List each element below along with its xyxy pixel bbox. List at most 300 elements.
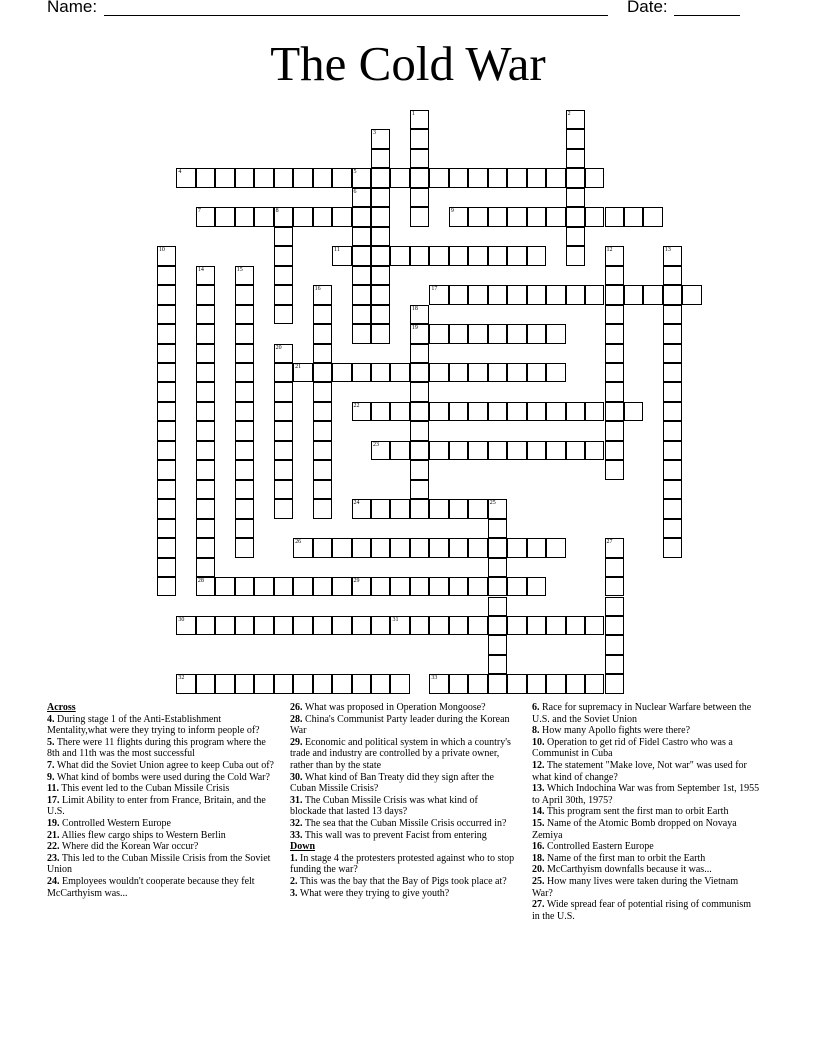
- grid-cell[interactable]: [449, 207, 468, 226]
- grid-cell[interactable]: [235, 168, 254, 187]
- grid-cell[interactable]: [371, 305, 390, 324]
- grid-cell[interactable]: [274, 499, 293, 518]
- grid-cell[interactable]: [410, 188, 429, 207]
- grid-cell[interactable]: [352, 577, 371, 596]
- grid-cell[interactable]: [605, 655, 624, 674]
- grid-cell[interactable]: [488, 441, 507, 460]
- grid-cell[interactable]: [313, 344, 332, 363]
- grid-cell[interactable]: [157, 538, 176, 557]
- grid-cell[interactable]: [546, 616, 565, 635]
- grid-cell[interactable]: [468, 363, 487, 382]
- grid-cell[interactable]: [449, 577, 468, 596]
- grid-cell[interactable]: [274, 421, 293, 440]
- grid-cell[interactable]: [235, 305, 254, 324]
- grid-cell[interactable]: [293, 363, 312, 382]
- grid-cell[interactable]: [468, 207, 487, 226]
- grid-cell[interactable]: [643, 207, 662, 226]
- grid-cell[interactable]: [546, 363, 565, 382]
- grid-cell[interactable]: [585, 616, 604, 635]
- grid-cell[interactable]: [624, 402, 643, 421]
- grid-cell[interactable]: [313, 285, 332, 304]
- grid-cell[interactable]: [196, 285, 215, 304]
- grid-cell[interactable]: [313, 460, 332, 479]
- grid-cell[interactable]: [235, 519, 254, 538]
- grid-cell[interactable]: [196, 558, 215, 577]
- grid-cell[interactable]: [196, 499, 215, 518]
- grid-cell[interactable]: [410, 460, 429, 479]
- grid-cell[interactable]: [196, 538, 215, 557]
- grid-cell[interactable]: [468, 168, 487, 187]
- grid-cell[interactable]: [157, 480, 176, 499]
- grid-cell[interactable]: [488, 635, 507, 654]
- grid-cell[interactable]: [371, 168, 390, 187]
- grid-cell[interactable]: [313, 324, 332, 343]
- grid-cell[interactable]: [157, 246, 176, 265]
- grid-cell[interactable]: [643, 285, 662, 304]
- grid-cell[interactable]: [566, 441, 585, 460]
- grid-cell[interactable]: [527, 285, 546, 304]
- grid-cell[interactable]: [527, 577, 546, 596]
- grid-cell[interactable]: [468, 285, 487, 304]
- grid-cell[interactable]: [488, 597, 507, 616]
- grid-cell[interactable]: [527, 246, 546, 265]
- grid-cell[interactable]: [215, 168, 234, 187]
- grid-cell[interactable]: [663, 538, 682, 557]
- grid-cell[interactable]: [390, 363, 409, 382]
- grid-cell[interactable]: [196, 168, 215, 187]
- grid-cell[interactable]: [605, 246, 624, 265]
- grid-cell[interactable]: [527, 363, 546, 382]
- grid-cell[interactable]: [215, 674, 234, 693]
- grid-cell[interactable]: [566, 110, 585, 129]
- grid-cell[interactable]: [196, 382, 215, 401]
- grid-cell[interactable]: [313, 538, 332, 557]
- grid-cell[interactable]: [313, 305, 332, 324]
- grid-cell[interactable]: [527, 616, 546, 635]
- grid-cell[interactable]: [663, 285, 682, 304]
- grid-cell[interactable]: [449, 538, 468, 557]
- grid-cell[interactable]: [410, 382, 429, 401]
- grid-cell[interactable]: [488, 558, 507, 577]
- grid-cell[interactable]: [157, 266, 176, 285]
- grid-cell[interactable]: [566, 616, 585, 635]
- grid-cell[interactable]: [488, 207, 507, 226]
- grid-cell[interactable]: [235, 382, 254, 401]
- grid-cell[interactable]: [274, 616, 293, 635]
- grid-cell[interactable]: [605, 635, 624, 654]
- grid-cell[interactable]: [488, 402, 507, 421]
- grid-cell[interactable]: [488, 538, 507, 557]
- grid-cell[interactable]: [663, 499, 682, 518]
- grid-cell[interactable]: [371, 577, 390, 596]
- grid-cell[interactable]: [235, 363, 254, 382]
- grid-cell[interactable]: [429, 577, 448, 596]
- grid-cell[interactable]: [449, 363, 468, 382]
- grid-cell[interactable]: [196, 305, 215, 324]
- grid-cell[interactable]: [605, 382, 624, 401]
- grid-cell[interactable]: [663, 266, 682, 285]
- grid-cell[interactable]: [663, 363, 682, 382]
- grid-cell[interactable]: [390, 246, 409, 265]
- grid-cell[interactable]: [449, 402, 468, 421]
- grid-cell[interactable]: [235, 577, 254, 596]
- grid-cell[interactable]: [235, 441, 254, 460]
- grid-cell[interactable]: [468, 577, 487, 596]
- grid-cell[interactable]: [196, 460, 215, 479]
- grid-cell[interactable]: [157, 324, 176, 343]
- grid-cell[interactable]: [371, 616, 390, 635]
- grid-cell[interactable]: [663, 382, 682, 401]
- grid-cell[interactable]: [313, 402, 332, 421]
- grid-cell[interactable]: [196, 421, 215, 440]
- grid-cell[interactable]: [527, 207, 546, 226]
- grid-cell[interactable]: [293, 616, 312, 635]
- grid-cell[interactable]: [157, 382, 176, 401]
- grid-cell[interactable]: [410, 363, 429, 382]
- grid-cell[interactable]: [196, 207, 215, 226]
- grid-cell[interactable]: [235, 421, 254, 440]
- grid-cell[interactable]: [196, 519, 215, 538]
- grid-cell[interactable]: [352, 285, 371, 304]
- grid-cell[interactable]: [254, 674, 273, 693]
- grid-cell[interactable]: [605, 441, 624, 460]
- grid-cell[interactable]: [546, 168, 565, 187]
- grid-cell[interactable]: [410, 616, 429, 635]
- grid-cell[interactable]: [313, 674, 332, 693]
- grid-cell[interactable]: [429, 168, 448, 187]
- grid-cell[interactable]: [605, 285, 624, 304]
- grid-cell[interactable]: [352, 246, 371, 265]
- grid-cell[interactable]: [605, 538, 624, 557]
- grid-cell[interactable]: [390, 577, 409, 596]
- grid-cell[interactable]: [371, 402, 390, 421]
- grid-cell[interactable]: [176, 168, 195, 187]
- grid-cell[interactable]: [235, 538, 254, 557]
- grid-cell[interactable]: [371, 674, 390, 693]
- grid-cell[interactable]: [468, 674, 487, 693]
- grid-cell[interactable]: [410, 305, 429, 324]
- grid-cell[interactable]: [157, 441, 176, 460]
- grid-cell[interactable]: [585, 674, 604, 693]
- grid-cell[interactable]: [527, 324, 546, 343]
- grid-cell[interactable]: [410, 129, 429, 148]
- grid-cell[interactable]: [274, 246, 293, 265]
- grid-cell[interactable]: [410, 168, 429, 187]
- grid-cell[interactable]: [371, 363, 390, 382]
- grid-cell[interactable]: [371, 324, 390, 343]
- grid-cell[interactable]: [274, 460, 293, 479]
- grid-cell[interactable]: [235, 324, 254, 343]
- grid-cell[interactable]: [488, 577, 507, 596]
- grid-cell[interactable]: [527, 168, 546, 187]
- grid-cell[interactable]: [546, 402, 565, 421]
- grid-cell[interactable]: [507, 324, 526, 343]
- grid-cell[interactable]: [546, 207, 565, 226]
- grid-cell[interactable]: [507, 616, 526, 635]
- grid-cell[interactable]: [605, 616, 624, 635]
- grid-cell[interactable]: [429, 246, 448, 265]
- grid-cell[interactable]: [235, 499, 254, 518]
- grid-cell[interactable]: [352, 363, 371, 382]
- grid-cell[interactable]: [566, 168, 585, 187]
- grid-cell[interactable]: [468, 246, 487, 265]
- grid-cell[interactable]: [527, 538, 546, 557]
- grid-cell[interactable]: [352, 324, 371, 343]
- grid-cell[interactable]: [410, 246, 429, 265]
- grid-cell[interactable]: [352, 674, 371, 693]
- grid-cell[interactable]: [507, 674, 526, 693]
- grid-cell[interactable]: [274, 674, 293, 693]
- grid-cell[interactable]: [313, 382, 332, 401]
- grid-cell[interactable]: [605, 577, 624, 596]
- grid-cell[interactable]: [196, 402, 215, 421]
- grid-cell[interactable]: [585, 402, 604, 421]
- grid-cell[interactable]: [157, 460, 176, 479]
- grid-cell[interactable]: [410, 577, 429, 596]
- grid-cell[interactable]: [429, 538, 448, 557]
- grid-cell[interactable]: [274, 285, 293, 304]
- grid-cell[interactable]: [332, 207, 351, 226]
- grid-cell[interactable]: [332, 363, 351, 382]
- grid-cell[interactable]: [585, 285, 604, 304]
- grid-cell[interactable]: [449, 499, 468, 518]
- grid-cell[interactable]: [196, 480, 215, 499]
- grid-cell[interactable]: [429, 674, 448, 693]
- grid-cell[interactable]: [527, 674, 546, 693]
- grid-cell[interactable]: [488, 324, 507, 343]
- grid-cell[interactable]: [215, 207, 234, 226]
- grid-cell[interactable]: [274, 480, 293, 499]
- grid-cell[interactable]: [605, 558, 624, 577]
- grid-cell[interactable]: [176, 674, 195, 693]
- grid-cell[interactable]: [390, 616, 409, 635]
- grid-cell[interactable]: [274, 382, 293, 401]
- grid-cell[interactable]: [235, 460, 254, 479]
- grid-cell[interactable]: [254, 207, 273, 226]
- grid-cell[interactable]: [313, 499, 332, 518]
- grid-cell[interactable]: [371, 538, 390, 557]
- grid-cell[interactable]: [507, 577, 526, 596]
- grid-cell[interactable]: [371, 207, 390, 226]
- grid-cell[interactable]: [313, 480, 332, 499]
- grid-cell[interactable]: [605, 344, 624, 363]
- grid-cell[interactable]: [196, 324, 215, 343]
- grid-cell[interactable]: [488, 246, 507, 265]
- grid-cell[interactable]: [274, 577, 293, 596]
- grid-cell[interactable]: [390, 538, 409, 557]
- grid-cell[interactable]: [371, 441, 390, 460]
- grid-cell[interactable]: [488, 285, 507, 304]
- grid-cell[interactable]: [352, 538, 371, 557]
- grid-cell[interactable]: [332, 246, 351, 265]
- grid-cell[interactable]: [663, 324, 682, 343]
- grid-cell[interactable]: [488, 168, 507, 187]
- grid-cell[interactable]: [390, 168, 409, 187]
- grid-cell[interactable]: [546, 324, 565, 343]
- grid-cell[interactable]: [585, 207, 604, 226]
- grid-cell[interactable]: [235, 207, 254, 226]
- grid-cell[interactable]: [410, 344, 429, 363]
- grid-cell[interactable]: [313, 577, 332, 596]
- grid-cell[interactable]: [235, 266, 254, 285]
- grid-cell[interactable]: [371, 499, 390, 518]
- grid-cell[interactable]: [605, 597, 624, 616]
- grid-cell[interactable]: [449, 674, 468, 693]
- grid-cell[interactable]: [507, 168, 526, 187]
- grid-cell[interactable]: [196, 363, 215, 382]
- grid-cell[interactable]: [566, 149, 585, 168]
- grid-cell[interactable]: [507, 402, 526, 421]
- grid-cell[interactable]: [468, 616, 487, 635]
- grid-cell[interactable]: [663, 402, 682, 421]
- grid-cell[interactable]: [332, 674, 351, 693]
- grid-cell[interactable]: [663, 421, 682, 440]
- grid-cell[interactable]: [254, 616, 273, 635]
- grid-cell[interactable]: [157, 519, 176, 538]
- grid-cell[interactable]: [449, 246, 468, 265]
- grid-cell[interactable]: [507, 441, 526, 460]
- grid-cell[interactable]: [254, 168, 273, 187]
- grid-cell[interactable]: [429, 616, 448, 635]
- grid-cell[interactable]: [585, 441, 604, 460]
- grid-cell[interactable]: [274, 168, 293, 187]
- grid-cell[interactable]: [371, 266, 390, 285]
- grid-cell[interactable]: [566, 674, 585, 693]
- grid-cell[interactable]: [663, 441, 682, 460]
- grid-cell[interactable]: [254, 577, 273, 596]
- grid-cell[interactable]: [566, 227, 585, 246]
- grid-cell[interactable]: [488, 519, 507, 538]
- grid-cell[interactable]: [488, 499, 507, 518]
- grid-cell[interactable]: [332, 577, 351, 596]
- grid-cell[interactable]: [274, 305, 293, 324]
- grid-cell[interactable]: [410, 207, 429, 226]
- grid-cell[interactable]: [371, 246, 390, 265]
- grid-cell[interactable]: [196, 266, 215, 285]
- grid-cell[interactable]: [390, 499, 409, 518]
- grid-cell[interactable]: [235, 674, 254, 693]
- grid-cell[interactable]: [605, 207, 624, 226]
- grid-cell[interactable]: [157, 344, 176, 363]
- grid-cell[interactable]: [274, 363, 293, 382]
- grid-cell[interactable]: [468, 538, 487, 557]
- grid-cell[interactable]: [449, 285, 468, 304]
- grid-cell[interactable]: [157, 305, 176, 324]
- grid-cell[interactable]: [546, 441, 565, 460]
- grid-cell[interactable]: [624, 285, 643, 304]
- grid-cell[interactable]: [663, 344, 682, 363]
- grid-cell[interactable]: [352, 266, 371, 285]
- grid-cell[interactable]: [157, 499, 176, 518]
- grid-cell[interactable]: [663, 460, 682, 479]
- grid-cell[interactable]: [566, 129, 585, 148]
- grid-cell[interactable]: [293, 674, 312, 693]
- grid-cell[interactable]: [507, 207, 526, 226]
- grid-cell[interactable]: [196, 344, 215, 363]
- grid-cell[interactable]: [313, 363, 332, 382]
- grid-cell[interactable]: [410, 402, 429, 421]
- grid-cell[interactable]: [410, 499, 429, 518]
- grid-cell[interactable]: [566, 188, 585, 207]
- grid-cell[interactable]: [371, 285, 390, 304]
- grid-cell[interactable]: [390, 441, 409, 460]
- grid-cell[interactable]: [313, 441, 332, 460]
- grid-cell[interactable]: [235, 616, 254, 635]
- grid-cell[interactable]: [605, 363, 624, 382]
- grid-cell[interactable]: [546, 285, 565, 304]
- grid-cell[interactable]: [468, 441, 487, 460]
- grid-cell[interactable]: [157, 363, 176, 382]
- grid-cell[interactable]: [371, 129, 390, 148]
- grid-cell[interactable]: [468, 402, 487, 421]
- grid-cell[interactable]: [293, 538, 312, 557]
- grid-cell[interactable]: [157, 402, 176, 421]
- grid-cell[interactable]: [605, 421, 624, 440]
- grid-cell[interactable]: [488, 655, 507, 674]
- grid-cell[interactable]: [390, 402, 409, 421]
- grid-cell[interactable]: [468, 499, 487, 518]
- grid-cell[interactable]: [429, 441, 448, 460]
- grid-cell[interactable]: [449, 324, 468, 343]
- grid-cell[interactable]: [566, 402, 585, 421]
- grid-cell[interactable]: [527, 441, 546, 460]
- grid-cell[interactable]: [293, 577, 312, 596]
- grid-cell[interactable]: [371, 149, 390, 168]
- grid-cell[interactable]: [196, 441, 215, 460]
- grid-cell[interactable]: [429, 402, 448, 421]
- grid-cell[interactable]: [663, 480, 682, 499]
- grid-cell[interactable]: [274, 227, 293, 246]
- grid-cell[interactable]: [157, 577, 176, 596]
- grid-cell[interactable]: [663, 519, 682, 538]
- grid-cell[interactable]: [410, 324, 429, 343]
- grid-cell[interactable]: [546, 674, 565, 693]
- grid-cell[interactable]: [605, 305, 624, 324]
- grid-cell[interactable]: [410, 441, 429, 460]
- grid-cell[interactable]: [507, 538, 526, 557]
- grid-cell[interactable]: [157, 558, 176, 577]
- grid-cell[interactable]: [566, 207, 585, 226]
- grid-cell[interactable]: [274, 266, 293, 285]
- grid-cell[interactable]: [410, 480, 429, 499]
- grid-cell[interactable]: [293, 207, 312, 226]
- grid-cell[interactable]: [352, 168, 371, 187]
- grid-cell[interactable]: [215, 577, 234, 596]
- grid-cell[interactable]: [507, 363, 526, 382]
- grid-cell[interactable]: [196, 674, 215, 693]
- grid-cell[interactable]: [410, 149, 429, 168]
- grid-cell[interactable]: [449, 441, 468, 460]
- grid-cell[interactable]: [332, 616, 351, 635]
- grid-cell[interactable]: [605, 324, 624, 343]
- grid-cell[interactable]: [196, 577, 215, 596]
- grid-cell[interactable]: [605, 266, 624, 285]
- grid-cell[interactable]: [624, 207, 643, 226]
- grid-cell[interactable]: [235, 402, 254, 421]
- grid-cell[interactable]: [605, 460, 624, 479]
- grid-cell[interactable]: [293, 168, 312, 187]
- grid-cell[interactable]: [274, 441, 293, 460]
- grid-cell[interactable]: [352, 499, 371, 518]
- grid-cell[interactable]: [449, 616, 468, 635]
- grid-cell[interactable]: [352, 305, 371, 324]
- grid-cell[interactable]: [682, 285, 701, 304]
- grid-cell[interactable]: [429, 363, 448, 382]
- grid-cell[interactable]: [313, 421, 332, 440]
- grid-cell[interactable]: [527, 402, 546, 421]
- grid-cell[interactable]: [352, 402, 371, 421]
- grid-cell[interactable]: [429, 285, 448, 304]
